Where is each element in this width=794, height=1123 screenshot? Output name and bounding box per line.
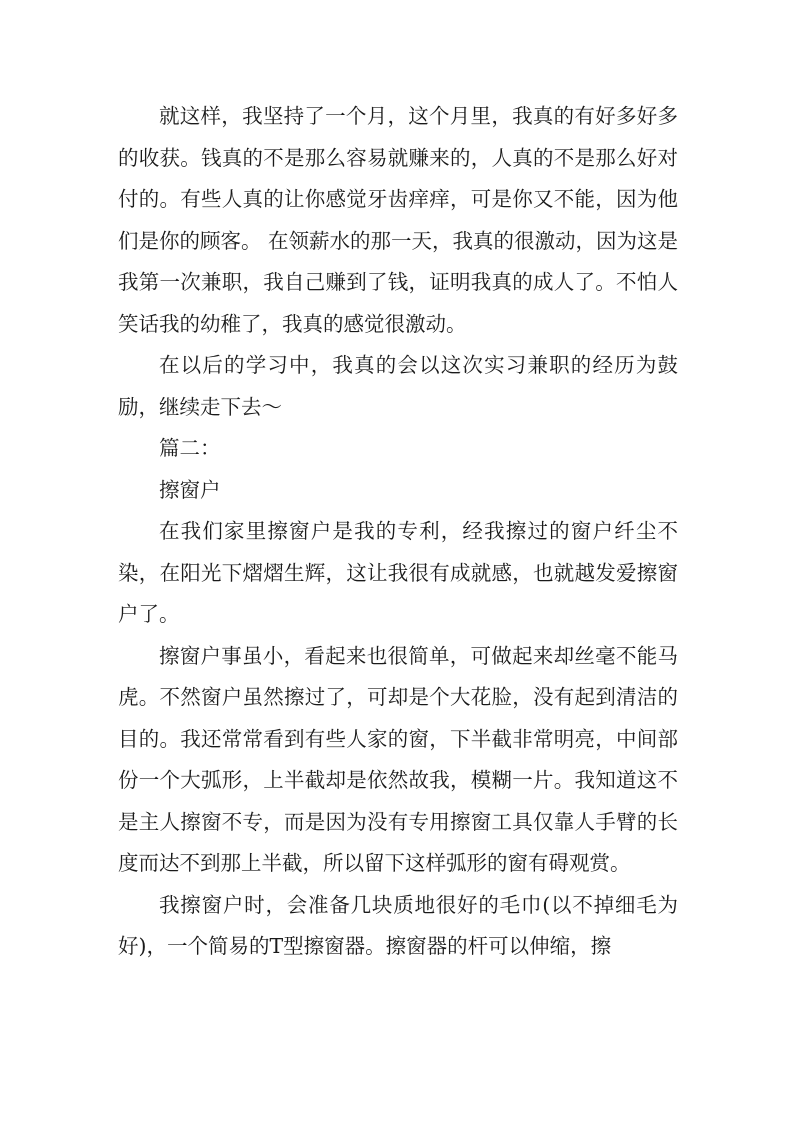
- paragraph: 就这样，我坚持了一个月，这个月里，我真的有好多好多的收获。钱真的不是那么容易就赚来的，人真的不是那么好对付的。有些人真的让你感觉牙齿痒痒，可是你又不能，因为他们是你的顾客。 在领薪水的那一天，我真的很激动，因为这是我第一次兼职，我自己赚到了钱，证明我真的成人了。不怕人笑话我的幼稚了，我真的感觉很激动。: [118, 104, 679, 336]
- paragraph: 擦窗户事虽小，看起来也很简单，可做起来却丝毫不能马虎。不然窗户虽然擦过了，可却是个大花脸，没有起到清洁的目的。我还常常看到有些人家的窗，下半截非常明亮，中间部份一个大弧形，上半截却是依然故我，模糊一片。我知道这不是主人擦窗不专，而是因为没有专用擦窗工具仅靠人手臂的长度而达不到那上半截，所以留下这样弧形的窗有碍观赏。: [118, 643, 678, 875]
- document-body: [118, 96, 678, 968]
- paragraph: 在我们家里擦窗户是我的专利，经我擦过的窗户纤尘不染，在阳光下熠熠生辉，这让我很有成就感，也就越发爱擦窗户了。: [118, 519, 678, 626]
- article-title: 擦窗户: [159, 477, 221, 502]
- paragraph: 在以后的学习中，我真的会以这次实习兼职的经历为鼓励，继续走下去～: [118, 353, 678, 419]
- section-heading: 篇二：: [159, 436, 221, 460]
- paragraph: 我擦窗户时，会准备几块质地很好的毛巾(以不掉细毛为好)，一个简易的T型擦窗器。擦窗器的杆可以伸缩，擦: [118, 892, 678, 958]
